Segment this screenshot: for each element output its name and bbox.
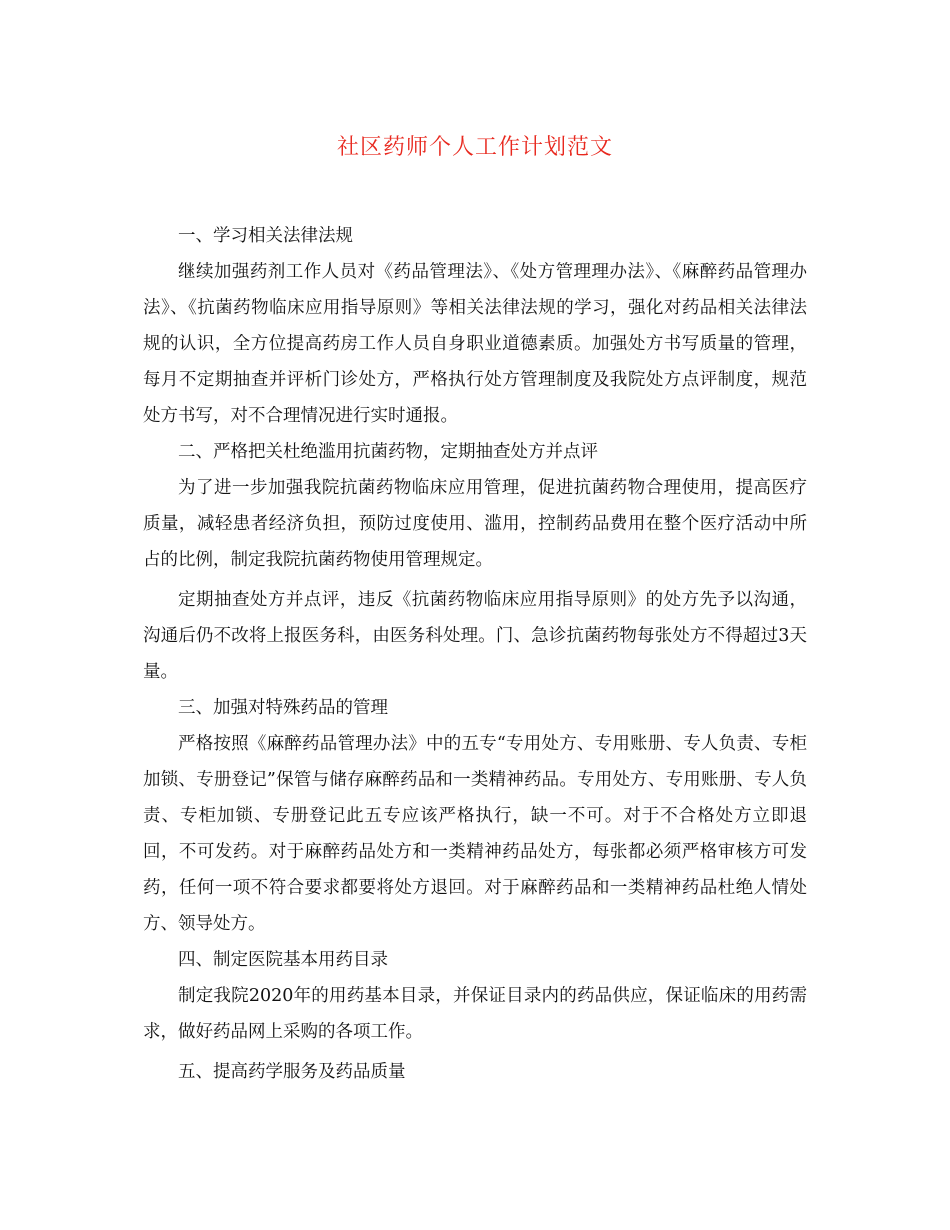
document-body (143, 218, 807, 1090)
paragraph: 定期抽查处方并点评，违反《抗菌药物临床应用指导原则》的处方先予以沟通，沟通后仍不改将上报医务科，由医务科处理。门、急诊抗菌药物每张处方不得超过3天量。 (143, 590, 807, 682)
section-heading: 一、学习相关法律法规 (178, 226, 353, 246)
section-heading: 四、制定医院基本用药目录 (178, 950, 388, 970)
section-heading: 五、提高药学服务及药品质量 (178, 1062, 406, 1082)
section-heading: 三、加强对特殊药品的管理 (178, 698, 388, 718)
paragraph: 继续加强药剂工作人员对《药品管理法》、《处方管理理办法》、《麻醉药品管理办法》、《抗菌药物临床应用指导原则》等相关法律法规的学习，强化对药品相关法律法规的认识，全方位提高药房工作人员自身职业道德素质。加强处方书写质量的管理，每月不定期抽查并评析门诊处方，严格执行处方管理制度及我院处方点评制度，规范处方书写，对不合理情况进行实时通报。 (143, 262, 807, 426)
document-title: 社区药师个人工作计划范文 (336, 135, 613, 160)
paragraph: 制定我院2020年的用药基本目录，并保证目录内的药品供应，保证临床的用药需求，做好药品网上采购的各项工作。 (143, 986, 807, 1042)
paragraph: 为了进一步加强我院抗菌药物临床应用管理，促进抗菌药物合理使用，提高医疗质量，减轻患者经济负担，预防过度使用、滥用，控制药品费用在整个医疗活动中所占的比例，制定我院抗菌药物使用管理规定。 (143, 478, 807, 570)
paragraph: 严格按照《麻醉药品管理办法》中的五专“专用处方、专用账册、专人负责、专柜加锁、专册登记”保管与储存麻醉药品和一类精神药品。专用处方、专用账册、专人负责、专柜加锁、专册登记此五专应该严格执行，缺一不可。对于不合格处方立即退回，不可发药。对于麻醉药品处方和一类精神药品处方，每张都必须严格审核方可发药，任何一项不符合要求都要将处方退回。对于麻醉药品和一类精神药品杜绝人情处方、领导处方。 (143, 734, 807, 934)
section-heading: 二、严格把关杜绝滥用抗菌药物，定期抽查处方并点评 (178, 442, 598, 462)
